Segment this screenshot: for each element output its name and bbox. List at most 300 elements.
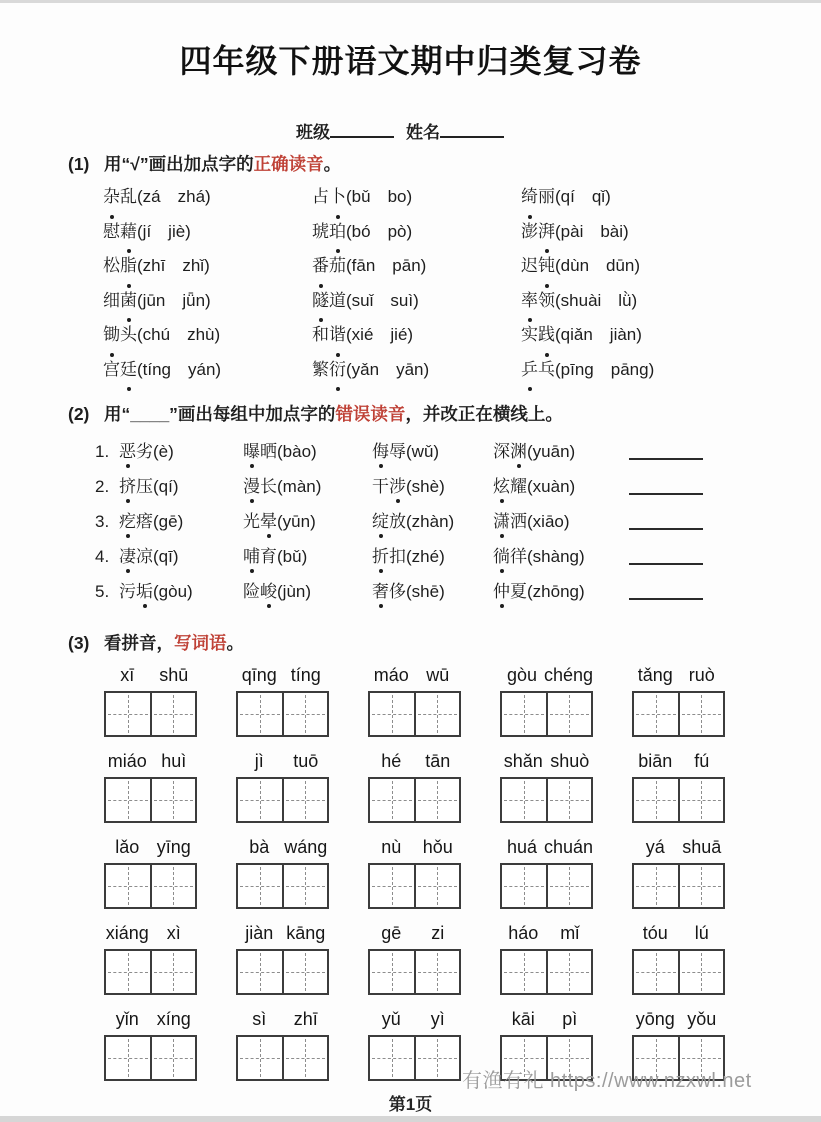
word-text: 徜徉	[493, 547, 527, 566]
pinyin-options: (gòu)	[153, 582, 193, 601]
word-text: 漫长	[243, 477, 277, 496]
writing-grid[interactable]	[632, 863, 725, 909]
section2-prompt	[68, 402, 821, 426]
word-text: 深渊	[493, 442, 527, 461]
pinyin-syllable: yǒu	[687, 1009, 717, 1029]
answer-blank[interactable]	[629, 509, 703, 530]
pinyin-syllable: fú	[694, 751, 710, 771]
pinyin-label	[632, 664, 725, 688]
pinyin-syllable: wáng	[284, 837, 328, 857]
pinyin-options: (tíng yán)	[137, 359, 222, 379]
section2-prompt-highlight: 错误读音	[335, 404, 406, 424]
pinyin-options: (yuān)	[527, 442, 576, 461]
name-label: 姓名	[406, 123, 440, 142]
pinyin-label	[104, 1008, 197, 1032]
pinyin-label	[104, 750, 197, 774]
pinyin-syllable: gòu	[506, 665, 537, 685]
word-text: 慰藉	[103, 222, 137, 241]
grid-cell[interactable]	[416, 693, 460, 735]
word-item	[103, 318, 312, 353]
pinyin-grid-group	[368, 750, 461, 823]
pinyin-options: (shē)	[406, 582, 445, 601]
pinyin-options: (xuàn)	[527, 477, 576, 496]
pinyin-syllable: sì	[252, 1009, 267, 1029]
grid-cell[interactable]	[152, 693, 196, 735]
word-item	[243, 474, 372, 499]
word-text: 乒乓	[521, 360, 555, 379]
word-item	[119, 544, 243, 569]
writing-grid[interactable]	[104, 1035, 197, 1081]
section3-number: (3)	[68, 633, 90, 653]
pinyin-label	[632, 750, 725, 774]
pinyin-label	[500, 664, 593, 688]
pinyin-label	[104, 922, 197, 946]
word-item	[312, 180, 521, 215]
pinyin-syllable: yǔ	[381, 1009, 401, 1029]
page-title: 四年级下册语文期中归类复习卷	[179, 43, 642, 79]
word-item	[521, 249, 821, 284]
pinyin-label	[236, 1008, 329, 1032]
pinyin-options: (yūn)	[277, 512, 316, 531]
grid-cell[interactable]	[416, 865, 460, 907]
pinyin-options: (xiāo)	[527, 512, 570, 531]
word-text: 澎湃	[521, 222, 555, 241]
writing-grid[interactable]	[236, 863, 329, 909]
word-item	[521, 215, 821, 250]
word-item	[521, 180, 821, 215]
pinyin-syllable: shū	[159, 665, 189, 685]
writing-grid[interactable]	[236, 691, 329, 737]
pinyin-label	[236, 922, 329, 946]
grid-cell[interactable]	[238, 865, 284, 907]
section1-items	[103, 180, 821, 387]
pinyin-label	[236, 836, 329, 860]
writing-grid[interactable]	[500, 691, 593, 737]
pinyin-grid-group	[368, 664, 461, 737]
pinyin-syllable: tíng	[290, 665, 321, 685]
word-item	[119, 509, 243, 534]
writing-grid[interactable]	[368, 777, 461, 823]
pinyin-grid-group	[104, 750, 197, 823]
section3-prompt-after: 。	[226, 633, 244, 653]
pinyin-syllable: pì	[562, 1009, 578, 1029]
pinyin-options: (shàng)	[527, 547, 585, 566]
grid-cell[interactable]	[238, 693, 284, 735]
pinyin-syllable: xì	[166, 923, 181, 943]
word-item	[372, 509, 493, 534]
word-item	[243, 439, 372, 464]
section1-prompt-highlight: 正确读音	[253, 154, 324, 174]
pinyin-syllable: hǒu	[422, 837, 453, 857]
pinyin-syllable: yì	[430, 1009, 445, 1029]
pinyin-options: (xié jié)	[346, 325, 414, 344]
grid-cell[interactable]	[106, 865, 152, 907]
word-text: 哺育	[243, 547, 277, 566]
grid-cell[interactable]	[238, 951, 284, 993]
pinyin-options: (zhé)	[406, 547, 445, 566]
grid-cell[interactable]	[548, 865, 592, 907]
answer-blank[interactable]	[629, 439, 703, 460]
pinyin-syllable: nù	[381, 837, 402, 857]
word-text: 潇洒	[493, 512, 527, 531]
writing-grid[interactable]	[368, 949, 461, 995]
grid-cell[interactable]	[634, 865, 680, 907]
grid-cell[interactable]	[370, 865, 416, 907]
pinyin-syllable: huá	[506, 837, 537, 857]
word-item	[493, 509, 629, 534]
word-item	[312, 353, 521, 388]
word-item	[312, 215, 521, 250]
writing-grid[interactable]	[632, 691, 725, 737]
pinyin-label	[236, 664, 329, 688]
word-text: 恶劣	[119, 442, 153, 461]
question-row	[95, 474, 821, 509]
word-text: 绮丽	[521, 187, 555, 206]
writing-grid[interactable]	[104, 691, 197, 737]
pinyin-syllable: lú	[694, 923, 709, 943]
pinyin-label	[632, 1008, 725, 1032]
pinyin-options: (pài bài)	[555, 221, 629, 241]
pinyin-grid-group	[632, 750, 725, 823]
question-row	[95, 579, 821, 614]
word-text: 光晕	[243, 512, 277, 531]
pinyin-options: (wǔ)	[406, 442, 440, 461]
grid-cell[interactable]	[548, 779, 592, 821]
pinyin-label	[632, 922, 725, 946]
writing-grid[interactable]	[236, 777, 329, 823]
word-item	[372, 439, 493, 464]
student-info-line	[296, 118, 821, 140]
word-text: 繁衍	[312, 360, 346, 379]
word-item	[312, 284, 521, 319]
grid-cell[interactable]	[106, 1037, 152, 1079]
pinyin-options: (suǐ suì)	[346, 290, 419, 310]
pinyin-grid-row	[104, 922, 821, 995]
pinyin-syllable: gē	[381, 923, 402, 943]
question-row	[95, 544, 821, 579]
pinyin-grid-group	[500, 922, 593, 995]
writing-grid[interactable]	[368, 1035, 461, 1081]
row-number: 5.	[95, 582, 110, 601]
pinyin-syllable: zhī	[293, 1009, 318, 1029]
pinyin-grid-group	[236, 922, 329, 995]
pinyin-options: (fān pān)	[346, 256, 427, 275]
grid-cell[interactable]	[284, 1037, 328, 1079]
pinyin-label	[104, 664, 197, 688]
pinyin-grid-group	[104, 922, 197, 995]
word-text: 挤压	[119, 477, 153, 496]
pinyin-syllable: bà	[249, 837, 270, 857]
pinyin-grid-group	[236, 750, 329, 823]
word-item	[372, 579, 493, 604]
pinyin-label	[104, 836, 197, 860]
grid-cell[interactable]	[634, 951, 680, 993]
pinyin-options: (bǔ bo)	[346, 187, 413, 206]
word-item	[103, 249, 312, 284]
word-text: 疙瘩	[119, 512, 153, 531]
section2-prompt-after: ，并改正在横线上。	[405, 404, 563, 424]
pinyin-options: (qiǎn jiàn)	[555, 325, 642, 344]
class-blank[interactable]	[330, 122, 394, 138]
pinyin-syllable: shǎn	[503, 751, 543, 771]
section3-prompt	[68, 631, 821, 655]
question-row	[95, 509, 821, 544]
writing-grid[interactable]	[500, 777, 593, 823]
pinyin-options: (bó pò)	[346, 221, 413, 241]
pinyin-label	[368, 750, 461, 774]
writing-grid[interactable]	[632, 777, 725, 823]
word-item	[103, 353, 312, 388]
pinyin-syllable: tuō	[293, 751, 319, 771]
grid-cell[interactable]	[680, 693, 724, 735]
writing-grid[interactable]	[632, 949, 725, 995]
word-item	[521, 318, 821, 353]
word-item	[372, 544, 493, 569]
writing-grid[interactable]	[368, 863, 461, 909]
grid-cell[interactable]	[416, 1037, 460, 1079]
word-item	[372, 474, 493, 499]
grid-cell[interactable]	[548, 693, 592, 735]
word-text: 率领	[521, 291, 555, 310]
word-item	[119, 439, 243, 464]
pinyin-syllable: xiáng	[105, 923, 149, 943]
pinyin-syllable: chuán	[543, 837, 593, 857]
grid-cell[interactable]	[680, 951, 724, 993]
word-text: 折扣	[372, 547, 406, 566]
grid-cell[interactable]	[370, 779, 416, 821]
writing-grid[interactable]	[236, 949, 329, 995]
pinyin-syllable: huì	[161, 751, 187, 771]
word-text: 和谐	[312, 325, 346, 344]
pinyin-syllable: shuā	[682, 837, 722, 857]
pinyin-syllable: biān	[638, 751, 673, 771]
row-number: 2.	[95, 477, 110, 496]
pinyin-options: (gē)	[153, 512, 184, 531]
word-item	[103, 180, 312, 215]
grid-cell[interactable]	[152, 951, 196, 993]
word-item	[493, 544, 629, 569]
pinyin-options: (shè)	[406, 477, 445, 496]
pinyin-label	[236, 750, 329, 774]
pinyin-grid-row	[104, 664, 821, 737]
section1-prompt	[68, 152, 821, 176]
name-blank[interactable]	[440, 122, 504, 138]
pinyin-options: (qī)	[153, 547, 179, 566]
pinyin-options: (jí jiè)	[137, 221, 191, 241]
word-text: 污垢	[119, 582, 153, 601]
pinyin-syllable: tǎng	[637, 665, 673, 685]
pinyin-label	[368, 664, 461, 688]
pinyin-grid-group	[104, 836, 197, 909]
word-text: 松脂	[103, 256, 137, 275]
pinyin-grid-group	[368, 922, 461, 995]
word-item	[312, 318, 521, 353]
word-item	[103, 215, 312, 250]
word-text: 杂乱	[103, 187, 137, 206]
pinyin-label	[632, 836, 725, 860]
pinyin-options: (zhàn)	[406, 512, 455, 531]
section3-rows	[104, 664, 821, 1081]
word-text: 干涉	[372, 477, 406, 496]
section2-number: (2)	[68, 404, 90, 424]
pinyin-options: (è)	[153, 442, 174, 461]
section3-prompt-highlight: 写词语	[174, 633, 227, 653]
pinyin-options: (zá zhá)	[137, 187, 211, 206]
word-text: 锄头	[103, 325, 137, 344]
grid-cell[interactable]	[370, 951, 416, 993]
grid-cell[interactable]	[634, 779, 680, 821]
pinyin-options: (màn)	[277, 477, 322, 496]
word-item	[103, 284, 312, 319]
pinyin-syllable: shuò	[550, 751, 590, 771]
section2-rows	[95, 439, 821, 614]
grid-cell[interactable]	[152, 779, 196, 821]
word-text: 奢侈	[372, 582, 406, 601]
answer-blank[interactable]	[629, 544, 703, 565]
grid-cell[interactable]	[152, 1037, 196, 1079]
pinyin-grid-group	[104, 1008, 197, 1081]
pinyin-syllable: xíng	[156, 1009, 191, 1029]
grid-cell[interactable]	[634, 693, 680, 735]
word-text: 细菌	[103, 291, 137, 310]
pinyin-grid-group	[632, 664, 725, 737]
pinyin-syllable: tān	[425, 751, 451, 771]
pinyin-syllable: yǐn	[115, 1009, 139, 1029]
row-number: 3.	[95, 512, 110, 531]
word-text: 炫耀	[493, 477, 527, 496]
writing-grid[interactable]	[104, 863, 197, 909]
writing-grid[interactable]	[368, 691, 461, 737]
writing-grid[interactable]	[104, 949, 197, 995]
grid-cell[interactable]	[106, 951, 152, 993]
word-text: 实践	[521, 325, 555, 344]
grid-cell[interactable]	[106, 779, 152, 821]
writing-grid[interactable]	[500, 949, 593, 995]
grid-cell[interactable]	[416, 779, 460, 821]
pinyin-syllable: miáo	[107, 751, 147, 771]
grid-cell[interactable]	[680, 865, 724, 907]
word-text: 险峻	[243, 582, 277, 601]
word-text: 凄凉	[119, 547, 153, 566]
word-item	[493, 579, 629, 604]
word-text: 占卜	[312, 187, 346, 206]
pinyin-options: (chú zhù)	[137, 325, 221, 344]
pinyin-label	[500, 836, 593, 860]
grid-cell[interactable]	[106, 693, 152, 735]
pinyin-grid-group	[500, 836, 593, 909]
section1-prompt-after: 。	[323, 154, 342, 174]
pinyin-syllable: mǐ	[560, 923, 580, 943]
pinyin-options: (bào)	[277, 442, 317, 461]
pinyin-grid-row	[104, 750, 821, 823]
grid-cell[interactable]	[548, 951, 592, 993]
pinyin-syllable: ruò	[688, 665, 715, 685]
pinyin-syllable: zi	[431, 923, 445, 943]
grid-cell[interactable]	[370, 693, 416, 735]
pinyin-grid-group	[368, 836, 461, 909]
grid-cell[interactable]	[284, 865, 328, 907]
pinyin-syllable: kāi	[511, 1009, 535, 1029]
pinyin-grid-group	[500, 750, 593, 823]
pinyin-syllable: yīng	[156, 837, 191, 857]
pinyin-options: (qí qǐ)	[555, 187, 611, 206]
pinyin-label	[368, 1008, 461, 1032]
pinyin-syllable: tóu	[642, 923, 668, 943]
word-text: 番茄	[312, 256, 346, 275]
writing-grid[interactable]	[500, 863, 593, 909]
pinyin-grid-group	[104, 664, 197, 737]
grid-cell[interactable]	[152, 865, 196, 907]
word-text: 侮辱	[372, 442, 406, 461]
row-number: 1.	[95, 442, 110, 461]
writing-grid[interactable]	[104, 777, 197, 823]
word-text: 仲夏	[493, 582, 527, 601]
pinyin-options: (zhōng)	[527, 582, 585, 601]
question-row	[95, 439, 821, 474]
pinyin-options: (zhī zhǐ)	[137, 256, 210, 275]
word-item	[493, 474, 629, 499]
pinyin-label	[500, 1008, 593, 1032]
pinyin-syllable: xī	[120, 665, 135, 685]
grid-cell[interactable]	[370, 1037, 416, 1079]
grid-cell[interactable]	[238, 1037, 284, 1079]
writing-grid[interactable]	[236, 1035, 329, 1081]
pinyin-grid-group	[236, 664, 329, 737]
pinyin-options: (bǔ)	[277, 547, 308, 566]
pinyin-syllable: jì	[254, 751, 264, 771]
grid-cell[interactable]	[238, 779, 284, 821]
pinyin-syllable: lǎo	[115, 837, 140, 857]
section1-prompt-before: 用“√”画出加点字的	[104, 154, 254, 174]
answer-blank[interactable]	[629, 579, 703, 600]
word-item	[243, 544, 372, 569]
pinyin-options: (jūn jǖn)	[137, 290, 211, 310]
grid-cell[interactable]	[502, 951, 548, 993]
pinyin-options: (pīng pāng)	[555, 359, 655, 379]
pinyin-syllable: qīng	[241, 665, 277, 685]
word-text: 绽放	[372, 512, 406, 531]
pinyin-grid-group	[236, 1008, 329, 1081]
word-item	[312, 249, 521, 284]
pinyin-syllable: háo	[508, 923, 539, 943]
pinyin-grid-group	[368, 1008, 461, 1081]
word-item	[243, 509, 372, 534]
grid-cell[interactable]	[502, 693, 548, 735]
grid-cell[interactable]	[416, 951, 460, 993]
pinyin-syllable: máo	[373, 665, 409, 685]
word-text: 琥珀	[312, 222, 346, 241]
grid-cell[interactable]	[284, 779, 328, 821]
word-text: 隧道	[312, 291, 346, 310]
row-number: 4.	[95, 547, 110, 566]
grid-cell[interactable]	[284, 951, 328, 993]
pinyin-syllable: hé	[381, 751, 402, 771]
answer-blank[interactable]	[629, 474, 703, 495]
page-number: 第1页	[388, 1095, 433, 1114]
word-text: 曝晒	[243, 442, 277, 461]
word-item	[119, 474, 243, 499]
grid-cell[interactable]	[502, 865, 548, 907]
pinyin-syllable: jiàn	[245, 923, 274, 943]
section2-prompt-before: 用“____”画出每组中加点字的	[104, 404, 336, 424]
grid-cell[interactable]	[284, 693, 328, 735]
class-label: 班级	[296, 123, 330, 142]
grid-cell[interactable]	[502, 779, 548, 821]
word-item	[119, 579, 243, 604]
grid-cell[interactable]	[680, 779, 724, 821]
pinyin-options: (dùn dūn)	[555, 256, 641, 275]
section1-number: (1)	[68, 154, 90, 174]
